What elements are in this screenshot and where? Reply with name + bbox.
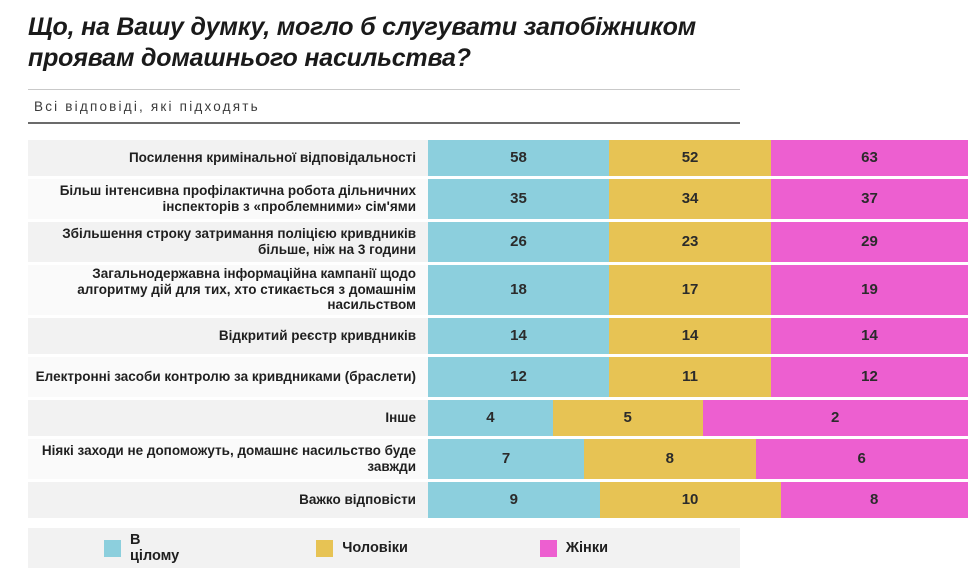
bar-segment-men: 10 [600,482,781,518]
chart-row [28,140,878,176]
legend-swatch-icon [540,540,557,557]
legend-swatch-icon [104,540,121,557]
bar-segment-men: 34 [609,179,771,219]
row-bars [428,179,878,219]
chart-row [28,265,878,315]
bar-segment-women: 8 [781,482,968,518]
chart-row [28,439,866,479]
bar-segment-total: 7 [428,439,584,479]
bar-chart [28,140,879,518]
row-bars [428,222,878,262]
row-label: Ніякі заходи не допоможуть, домашнє насильство буде завжди [41,442,416,474]
bar-segment-women: 14 [771,318,968,354]
chart-row [28,179,878,219]
bar-segment-men: 52 [609,140,771,176]
row-label: Більш інтенсивна профілактична робота дільничних інспекторів з «проблемними» сім'ями [59,182,416,214]
bar-segment-men: 14 [609,318,771,354]
legend-label: Чоловіки [342,540,408,556]
bar-segment-men: 11 [609,357,771,397]
bar-segment-men: 8 [584,439,756,479]
bar-segment-total: 9 [428,482,600,518]
row-bars [428,439,866,479]
chart-legend [28,528,740,568]
bar-segment-women: 37 [771,179,968,219]
bar-segment-total: 12 [428,357,609,397]
row-label: Посилення кримінальної відповідальності [128,149,416,165]
row-bars [428,482,879,518]
bar-segment-women: 29 [771,222,968,262]
chart-row [28,400,840,436]
legend-label: Жінки [565,540,608,556]
row-label: Важко відповісти [299,491,416,507]
bar-segment-total: 35 [428,179,609,219]
bar-segment-women: 19 [771,265,968,315]
legend-item-men [316,540,408,557]
bar-segment-total: 14 [428,318,609,354]
chart-row [28,222,878,262]
legend-item-total [104,532,184,564]
bar-segment-men: 5 [553,400,703,436]
subtitle-container [28,89,740,124]
legend-swatch-icon [316,540,333,557]
row-bars [428,357,878,397]
row-label: Інше [385,409,416,425]
bar-segment-women: 63 [771,140,968,176]
bar-segment-women: 2 [703,400,968,436]
bar-segment-men: 17 [609,265,771,315]
chart-subtitle: Всі відповіді, які підходять [34,98,260,114]
row-bars [428,140,878,176]
row-label: Загальнодержавна інформаційна кампанії щодо алгоритму дій для тих, хто стикається з домашнім насильством [77,266,416,313]
bar-segment-women: 12 [771,357,968,397]
page-title: Що, на Вашу думку, могло б слугувати запобіжником проявам домашнього насильства? [28,13,696,73]
row-label: Збільшення строку затримання поліцією кривдників більше, ніж на 3 години [62,225,416,257]
row-label: Електронні засоби контролю за кривдниками (браслети) [35,368,416,384]
chart-row [28,318,878,354]
bar-segment-total: 58 [428,140,609,176]
bar-segment-total: 4 [428,400,553,436]
legend-label: В цілому [130,532,180,564]
row-bars [428,400,840,436]
row-label: Відкритий реєстр кривдників [218,327,416,343]
bar-segment-women: 6 [756,439,968,479]
legend-item-women [540,540,608,557]
chart-row [28,357,878,397]
row-bars [428,265,878,315]
chart-row [28,482,879,518]
bar-segment-total: 18 [428,265,609,315]
bar-segment-men: 23 [609,222,771,262]
row-bars [428,318,878,354]
bar-segment-total: 26 [428,222,609,262]
